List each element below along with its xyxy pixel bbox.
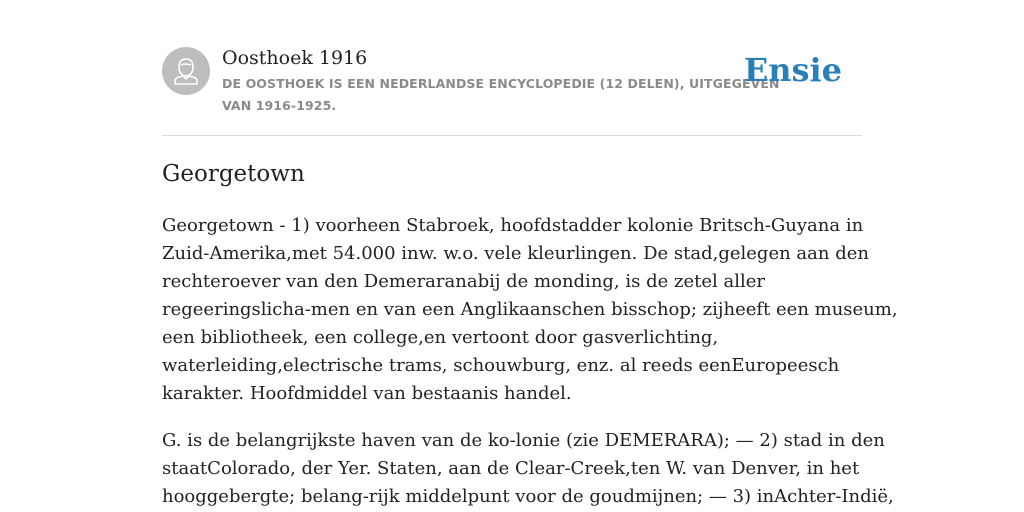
text-line: rechteroever van den Demeraranabij de monding, is de zetel aller <box>162 271 765 292</box>
source-description-line: VAN 1916-1925. <box>222 98 337 113</box>
text-line: een bibliotheek, een college,en vertoont door gasverlichting, <box>162 327 719 348</box>
text-line: Zuid-Amerika,met 54.000 inw. w.o. vele kleurlingen. De stad,gelegen aan den <box>162 243 869 264</box>
article-title: Georgetown <box>162 161 305 187</box>
article-body <box>162 212 898 512</box>
ensie-logo[interactable]: Ensie <box>743 51 842 89</box>
source-title[interactable]: Oosthoek 1916 <box>222 47 368 69</box>
source-header <box>162 0 862 136</box>
text-line: hooggebergte; belang-rijk middelpunt voor de goudmijnen; — 3) inAchter-Indië, <box>162 486 894 507</box>
text-line: waterleiding,electrische trams, schouwburg, enz. al reeds eenEuropeesch <box>162 355 840 376</box>
source-description-line: DE OOSTHOEK IS EEN NEDERLANDSE ENCYCLOPEDIE (12 DELEN), UITGEGEVEN <box>222 76 780 91</box>
paragraph <box>162 212 898 408</box>
source-description <box>222 73 780 117</box>
text-line: regeeringslicha-men en van een Anglikaanschen bisschop; zijheeft een museum, <box>162 299 898 320</box>
user-icon <box>162 47 210 95</box>
text-line: G. is de belangrijkste haven van de ko-lonie (zie DEMERARA); — 2) stad in den <box>162 430 885 451</box>
avatar[interactable] <box>162 47 210 95</box>
page-container <box>162 0 898 507</box>
paragraph <box>162 427 894 511</box>
text-line: staatColorado, der Yer. Staten, aan de Clear-Creek,ten W. van Denver, in het <box>162 458 860 479</box>
text-line: Georgetown - 1) voorheen Stabroek, hoofdstadder kolonie Britsch-Guyana in <box>162 215 864 236</box>
text-line: karakter. Hoofdmiddel van bestaanis handel. <box>162 383 572 404</box>
